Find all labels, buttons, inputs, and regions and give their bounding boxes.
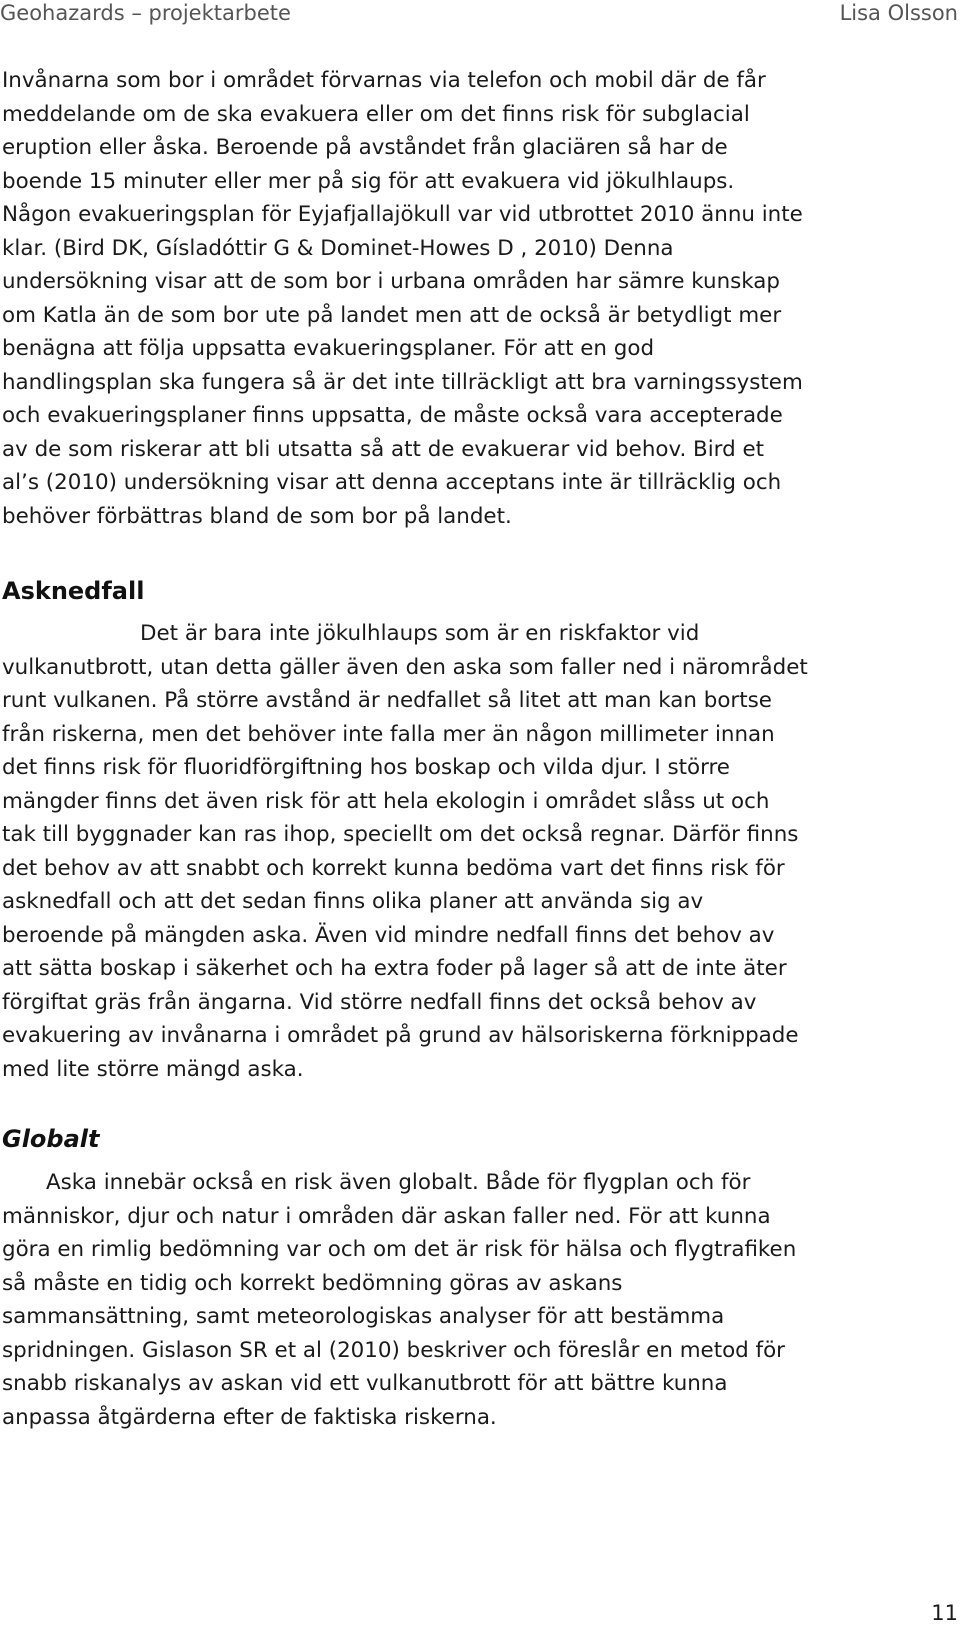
text-line: klar. (Bird DK, Gísladóttir G & Dominet-Howes D , 2010) Denna [2,235,674,261]
text-line: sammansättning, samt meteorologiskas analyser för att bestämma [2,1304,725,1329]
text-line: människor, djur och natur i områden där askan faller ned. För att kunna [2,1203,771,1229]
text-line: handlingsplan ska fungera så är det inte tillräckligt att bra varningssystem [2,369,803,395]
text-line: om Katla än de som bor ute på landet men att de också är betydligt mer [2,302,782,328]
text-line: runt vulkanen. På större avstånd är nedfallet så litet att man kan bortse [2,688,772,713]
text-line: behöver förbättras bland de som bor på landet. [2,503,512,529]
text-line: det finns risk för fluoridförgiftning hos boskap och vilda djur. I större [2,755,730,780]
text-line: Invånarna som bor i området förvarnas via telefon och mobil där de får [2,68,766,93]
text-line: evakuering av invånarna i området på grund av hälsoriskerna förknippade [2,1023,799,1048]
text-line: boende 15 minuter eller mer på sig för att evakuera vid jökulhlaups. [2,168,735,194]
text-line: meddelande om de ska evakuera eller om det finns risk för subglacial [2,101,750,127]
section-heading-globalt: Globalt [2,1125,100,1153]
text-line: Det är bara inte jökulhlaups som är en riskfaktor vid [140,621,700,646]
text-line: eruption eller åska. Beroende på avståndet från glaciären så har de [2,135,728,160]
text-line: och evakueringsplaner finns uppsatta, de måste också vara accepterade [2,403,783,428]
text-line: vulkanutbrott, utan detta gäller även den aska som faller ned i närområdet [2,654,808,680]
text-line: Någon evakueringsplan för Eyjafjallajökull var vid utbrottet 2010 ännu inte [2,202,803,227]
text-line: med lite större mängd aska. [2,1056,304,1082]
paragraph-evacuation [2,64,960,533]
text-line: anpassa åtgärderna efter de faktiska riskerna. [2,1404,497,1430]
text-line: av de som riskerar att bli utsatta så att de evakuerar vid behov. Bird et [2,436,765,462]
text-line: Aska innebär också en risk även globalt. Både för flygplan och för [46,1170,751,1195]
document-title: Geohazards – projektarbete [0,1,291,25]
section-heading-asknedfall: Asknedfall [2,577,145,605]
text-line: spridningen. Gislason SR et al (2010) beskriver och föreslår en metod för [2,1337,785,1363]
text-line: beroende på mängden aska. Även vid mindre nedfall finns det behov av [2,922,775,948]
page-number: 11 [931,1601,958,1625]
text-line: asknedfall och att det sedan finns olika planer att använda sig av [2,889,704,914]
text-line: snabb riskanalys av askan vid ett vulkanutbrott för att bättre kunna [2,1371,728,1396]
text-line: göra en rimlig bedömning var och om det är risk för hälsa och flygtrafiken [2,1237,797,1262]
text-line: mängder finns det även risk för att hela ekologin i området slåss ut och [2,788,770,814]
author-name: Lisa Olsson [839,1,958,25]
paragraph-asknedfall [2,617,960,1086]
page-header [0,0,960,26]
text-line: att sätta boskap i säkerhet och ha extra foder på lager så att de inte äter [2,956,787,981]
paragraph-globalt [2,1166,960,1434]
text-line: benägna att följa uppsatta evakueringsplaner. För att en god [2,336,655,361]
text-line: så måste en tidig och korrekt bedömning göras av askans [2,1270,623,1296]
text-line: undersökning visar att de som bor i urbana områden har sämre kunskap [2,269,780,294]
text-line: al’s (2010) undersökning visar att denna acceptans inte är tillräcklig och [2,470,782,495]
text-line: från riskerna, men det behöver inte falla mer än någon millimeter innan [2,721,775,747]
text-line: det behov av att snabbt och korrekt kunna bedöma vart det finns risk för [2,855,785,881]
text-line: förgiftat gräs från ängarna. Vid större nedfall finns det också behov av [2,989,757,1015]
text-line: tak till byggnader kan ras ihop, speciellt om det också regnar. Därför finns [2,822,799,847]
